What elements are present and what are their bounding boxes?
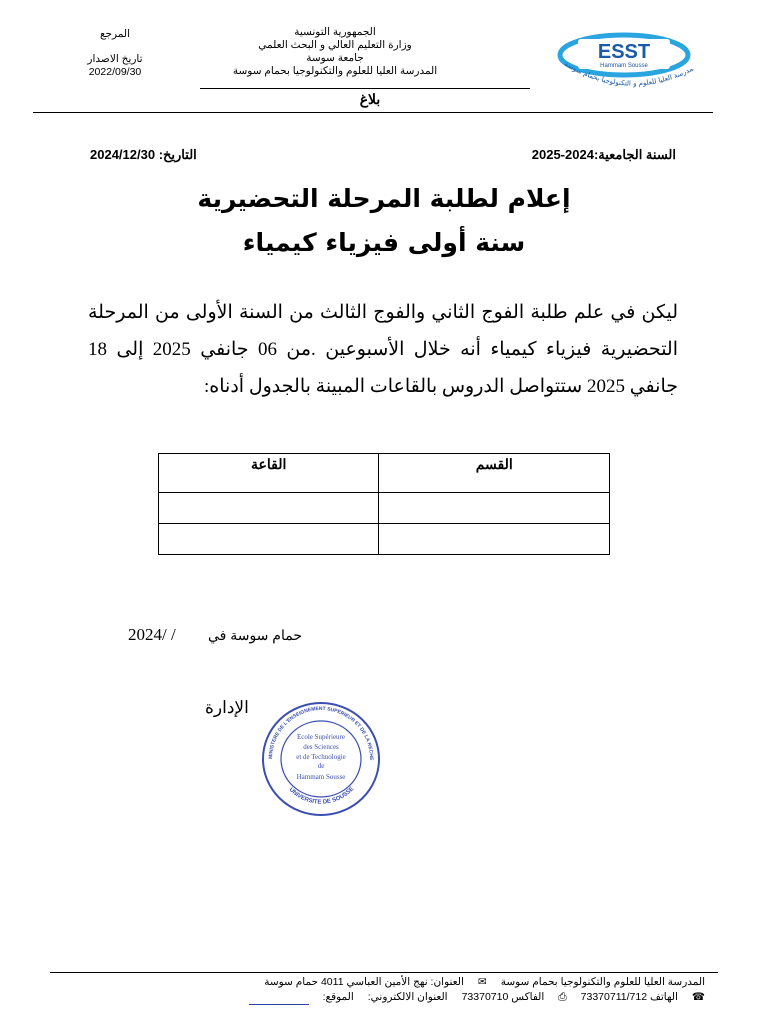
title-line-1: إعلام لطلبة المرحلة التحضيرية — [197, 184, 571, 213]
header-section: القسم — [379, 454, 610, 493]
stamp-bottom-text: UNIVERSITE DE SOUSSE — [287, 786, 356, 806]
institution-ministry: وزارة التعليم العالي و البحث العلمي — [258, 39, 412, 51]
table-cell — [159, 493, 379, 524]
document-date: التاريخ: 2024/12/30 — [90, 147, 197, 162]
institution-country: الجمهورية التونسية — [294, 26, 376, 38]
svg-text:de: de — [317, 762, 325, 770]
table-cell — [159, 524, 379, 555]
esst-logo — [556, 25, 696, 95]
announcement-body: ليكن في علم طلبة الفوج الثاني والفوج الثالث من السنة الأولى من المرحلة التحضيرية فيزياء كيمياء أنه خلال الأسبوعين .من 06 جانفي 2025 إلى 18 جانفي 2025 ستتواصل الدروس بالقاعات المبينة بالجدول أدناه: — [88, 302, 678, 397]
logo-name: ESST — [597, 41, 651, 63]
header-divider — [33, 112, 713, 113]
notice-label: بلاغ — [359, 91, 381, 107]
place-date-value: 2024/ / — [128, 625, 176, 644]
header-underline — [200, 88, 530, 89]
logo-arc-text: مدرسة العليا للعلوم و التكنولوجيا بحمام سوسة — [563, 59, 695, 88]
place-date — [128, 625, 302, 645]
table-row — [159, 524, 610, 555]
table-row — [159, 493, 610, 524]
institution-school: المدرسة العليا للعلوم والتكنولوجيا بحمام سوسة — [232, 65, 438, 77]
svg-text:Hammam Sousse: Hammam Sousse — [296, 773, 346, 781]
official-stamp — [256, 697, 386, 822]
footer-address: العنوان: نهج الأمين العباسي 4011 حمام سوسة — [264, 976, 464, 988]
place-label: حمام سوسة في — [207, 627, 302, 643]
academic-year: السنة الجامعية:2024-2025 — [531, 147, 676, 162]
stamp-center-text — [296, 733, 346, 781]
fax-icon: ⎙ — [558, 991, 567, 1003]
title-line-2: سنة أولى فيزياء كيمياء — [242, 228, 526, 257]
logo-subname: Hammam Sousse — [600, 63, 648, 69]
footer — [95, 975, 705, 1005]
footer-fax: الفاكس 73370710 — [461, 991, 545, 1003]
footer-school: المدرسة العليا للعلوم والتكنولوجيا بحمام سوسة — [500, 976, 705, 988]
footer-line-2 — [95, 990, 705, 1005]
issue-date-label: تاريخ الاصدار — [87, 53, 143, 65]
svg-text:et de Technologie: et de Technologie — [296, 753, 346, 761]
svg-text:Ecole Supérieure: Ecole Supérieure — [296, 733, 346, 741]
svg-text:des Sciences: des Sciences — [303, 743, 339, 751]
institution-university: جامعة سوسة — [306, 52, 364, 64]
table-header-row — [159, 454, 610, 493]
footer-email-label: العنوان الالكتروني: — [367, 991, 448, 1003]
rooms-table — [158, 453, 610, 555]
administration-label: الإدارة — [205, 698, 249, 717]
footer-divider — [50, 972, 718, 973]
footer-line-1 — [95, 975, 705, 990]
stamp-outer-text: MINISTERE DE L'ENSEIGNEMENT SUPERIEUR ET DE LA RECHE — [267, 706, 375, 761]
issue-date: 2022/09/30 — [88, 66, 142, 78]
table-cell — [379, 493, 610, 524]
footer-site-label: الموقع: — [322, 991, 354, 1003]
header-institution — [200, 26, 470, 78]
envelope-icon: ✉ — [477, 976, 487, 988]
header-reference — [70, 28, 160, 79]
footer-site-link[interactable] — [249, 990, 309, 1005]
footer-phone: الهاتف 73370711/712 — [580, 991, 678, 1003]
reference-label: المرجع — [99, 28, 131, 40]
phone-icon: ☎ — [691, 991, 705, 1003]
header-room: القاعة — [159, 454, 379, 493]
table-cell — [379, 524, 610, 555]
